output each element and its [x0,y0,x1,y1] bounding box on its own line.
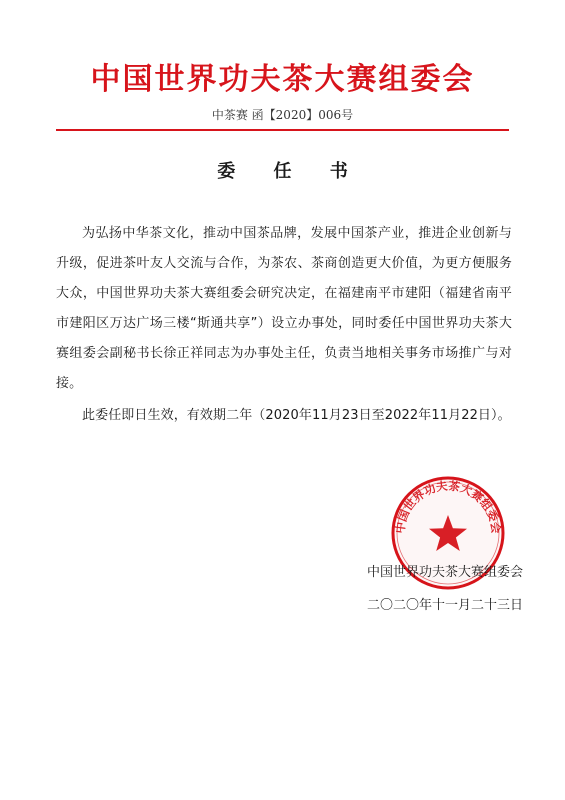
body-paragraph-1: 为弘扬中华茶文化，推动中国茶品牌，发展中国茶产业，推进企业创新与升级，促进茶叶友人交流与合作，为茶农、茶商创造更大价值，为更方便服务大众，中国世界功夫茶大赛组委会研究决定，在福建南平市建阳（福建省南平市建阳区万达广场三楼“斯通共享”）设立办事处，同时委任中国世界功夫茶大赛组委会副秘书长徐正祥同志为办事处主任，负责当地相关事务市场推广与对接。 [56,226,512,391]
organization-header: 中国世界功夫茶大赛组委会 [90,62,475,97]
document-title: 委 任 书 [217,161,364,182]
signature-date: 二〇二〇年十一月二十三日 [366,598,523,613]
document-number: 中茶赛 函【2020】006号 [211,108,354,122]
seal-text: 中国世界功夫茶大赛组委会 [392,478,504,535]
document-body [56,219,512,431]
header-divider [56,129,509,131]
signature-organization: 中国世界功夫茶大赛组委会 [366,565,523,580]
body-paragraph-2: 此委任即日生效，有效期二年（2020年11月23日至2022年11月22日）。 [82,408,511,423]
